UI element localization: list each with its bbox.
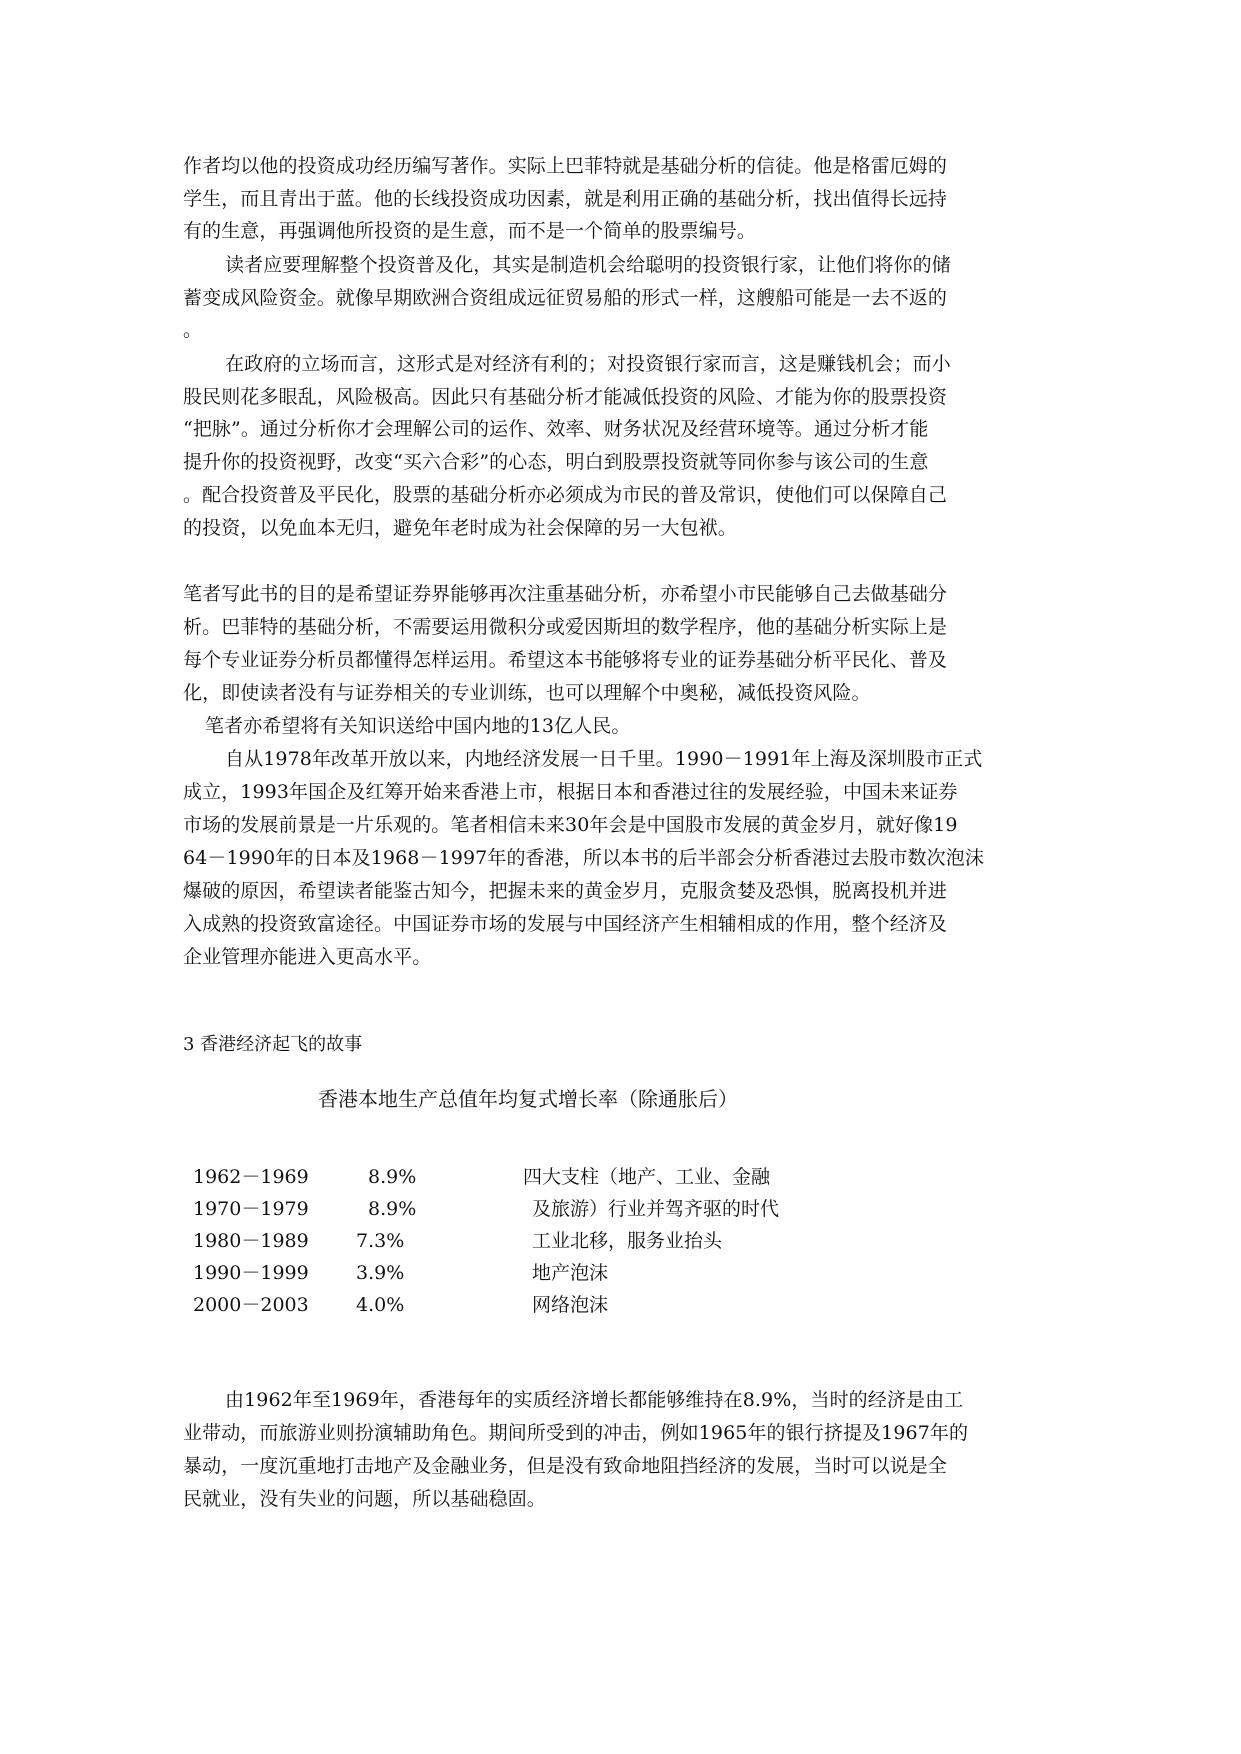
rate-cell: 4.0% [356, 1294, 405, 1316]
note-cell: 及旅游）行业并驾齐驱的时代 [532, 1198, 780, 1220]
paragraph-line: 暴动，一度沉重地打击地产及金融业务，但是没有致命地阻挡经济的发展，当时可以说是全 [183, 1455, 948, 1477]
note-cell: 四大支柱（地产、工业、金融 [523, 1166, 771, 1188]
note-cell: 地产泡沫 [532, 1262, 609, 1284]
paragraph-line: 析。巴菲特的基础分析，不需要运用微积分或爱因斯坦的数学程序，他的基础分析实际上是 [183, 616, 948, 638]
period-cell: 1990－1999 [193, 1262, 309, 1284]
paragraph-line: 股民则花多眼乱，风险极高。因此只有基础分析才能减低投资的风险、才能为你的股票投资 [183, 386, 948, 408]
paragraph-line: 有的生意，再强调他所投资的是生意，而不是一个简单的股票编号。 [183, 220, 757, 242]
paragraph-line: 蓄变成风险资金。就像早期欧洲合资组成远征贸易船的形式一样，这艘船可能是一去不返的 [183, 287, 948, 309]
paragraph-line: 自从1978年改革开放以来，内地经济发展一日千里。1990－1991年上海及深圳股市正式 [225, 748, 983, 770]
section-heading: 3 香港经济起飞的故事 [183, 1034, 363, 1055]
rate-cell: 3.9% [356, 1262, 405, 1284]
paragraph-line: 业带动，而旅游业则扮演辅助角色。期间所受到的冲击，例如1965年的银行挤提及1967年的 [183, 1422, 969, 1444]
note-cell: 网络泡沫 [532, 1294, 609, 1316]
paragraph-line: 入成熟的投资致富途径。中国证券市场的发展与中国经济产生相辅相成的作用，整个经济及 [183, 913, 948, 935]
rate-cell: 7.3% [356, 1230, 405, 1252]
paragraph-line: 笔者写此书的目的是希望证券界能够再次注重基础分析，亦希望小市民能够自己去做基础分 [183, 583, 948, 605]
paragraph-line: 由1962年至1969年，香港每年的实质经济增长都能够维持在8.9%，当时的经济是由工 [225, 1389, 964, 1411]
paragraph-line: 作者均以他的投资成功经历编写著作。实际上巴菲特就是基础分析的信徒。他是格雷厄姆的 [183, 155, 948, 177]
paragraph-line: 64－1990年的日本及1968－1997年的香港，所以本书的后半部会分析香港过去股市数次泡沫 [183, 847, 984, 869]
table-caption: 香港本地生产总值年均复式增长率（除通胀后） [318, 1087, 738, 1111]
paragraph-line: 化，即使读者没有与证券相关的专业训练，也可以理解个中奥秘，减低投资风险。 [183, 682, 871, 704]
paragraph-line: “把脉”。通过分析你才会理解公司的运作、效率、财务状况及经营环境等。通过分析才能 [183, 418, 929, 440]
rate-cell: 8.9% [368, 1198, 417, 1220]
paragraph-line: 读者应要理解整个投资普及化，其实是制造机会给聪明的投资银行家，让他们将你的储 [225, 254, 951, 276]
rate-cell: 8.9% [368, 1166, 417, 1188]
paragraph-line: 市场的发展前景是一片乐观的。笔者相信未来30年会是中国股市发展的黄金岁月，就好像19 [183, 814, 958, 836]
paragraph-line: 提升你的投资视野，改变“买六合彩”的心态，明白到股票投资就等同你参与该公司的生意 [183, 451, 929, 473]
period-cell: 1980－1989 [193, 1230, 309, 1252]
period-cell: 2000－2003 [193, 1294, 309, 1316]
note-cell: 工业北移，服务业抬头 [532, 1230, 723, 1252]
paragraph-line: 爆破的原因，希望读者能鉴古知今，把握未来的黄金岁月，克服贪婪及恐惧，脱离投机并进 [183, 880, 948, 902]
paragraph-line: 。 [183, 319, 203, 341]
period-cell: 1970－1979 [193, 1198, 309, 1220]
paragraph-line: 每个专业证券分析员都懂得怎样运用。希望这本书能够将专业的证券基础分析平民化、普及 [183, 649, 948, 671]
paragraph-line: 成立，1993年国企及红筹开始来香港上市，根据日本和香港过往的发展经验，中国未来证券 [183, 781, 958, 803]
period-cell: 1962－1969 [193, 1166, 309, 1188]
paragraph-line: 在政府的立场而言，这形式是对经济有利的；对投资银行家而言，这是赚钱机会；而小 [225, 353, 951, 375]
paragraph-line: 民就业，没有失业的问题，所以基础稳固。 [183, 1488, 546, 1510]
paragraph-line: 学生，而且青出于蓝。他的长线投资成功因素，就是利用正确的基础分析，找出值得长远持 [183, 188, 948, 210]
paragraph-line: 。配合投资普及平民化，股票的基础分析亦必须成为市民的普及常识，使他们可以保障自己 [183, 484, 948, 506]
paragraph-line: 笔者亦希望将有关知识送给中国内地的13亿人民。 [205, 715, 631, 737]
paragraph-line: 企业管理亦能进入更高水平。 [183, 946, 432, 968]
paragraph-line: 的投资，以免血本无归，避免年老时成为社会保障的另一大包袱。 [183, 517, 737, 539]
